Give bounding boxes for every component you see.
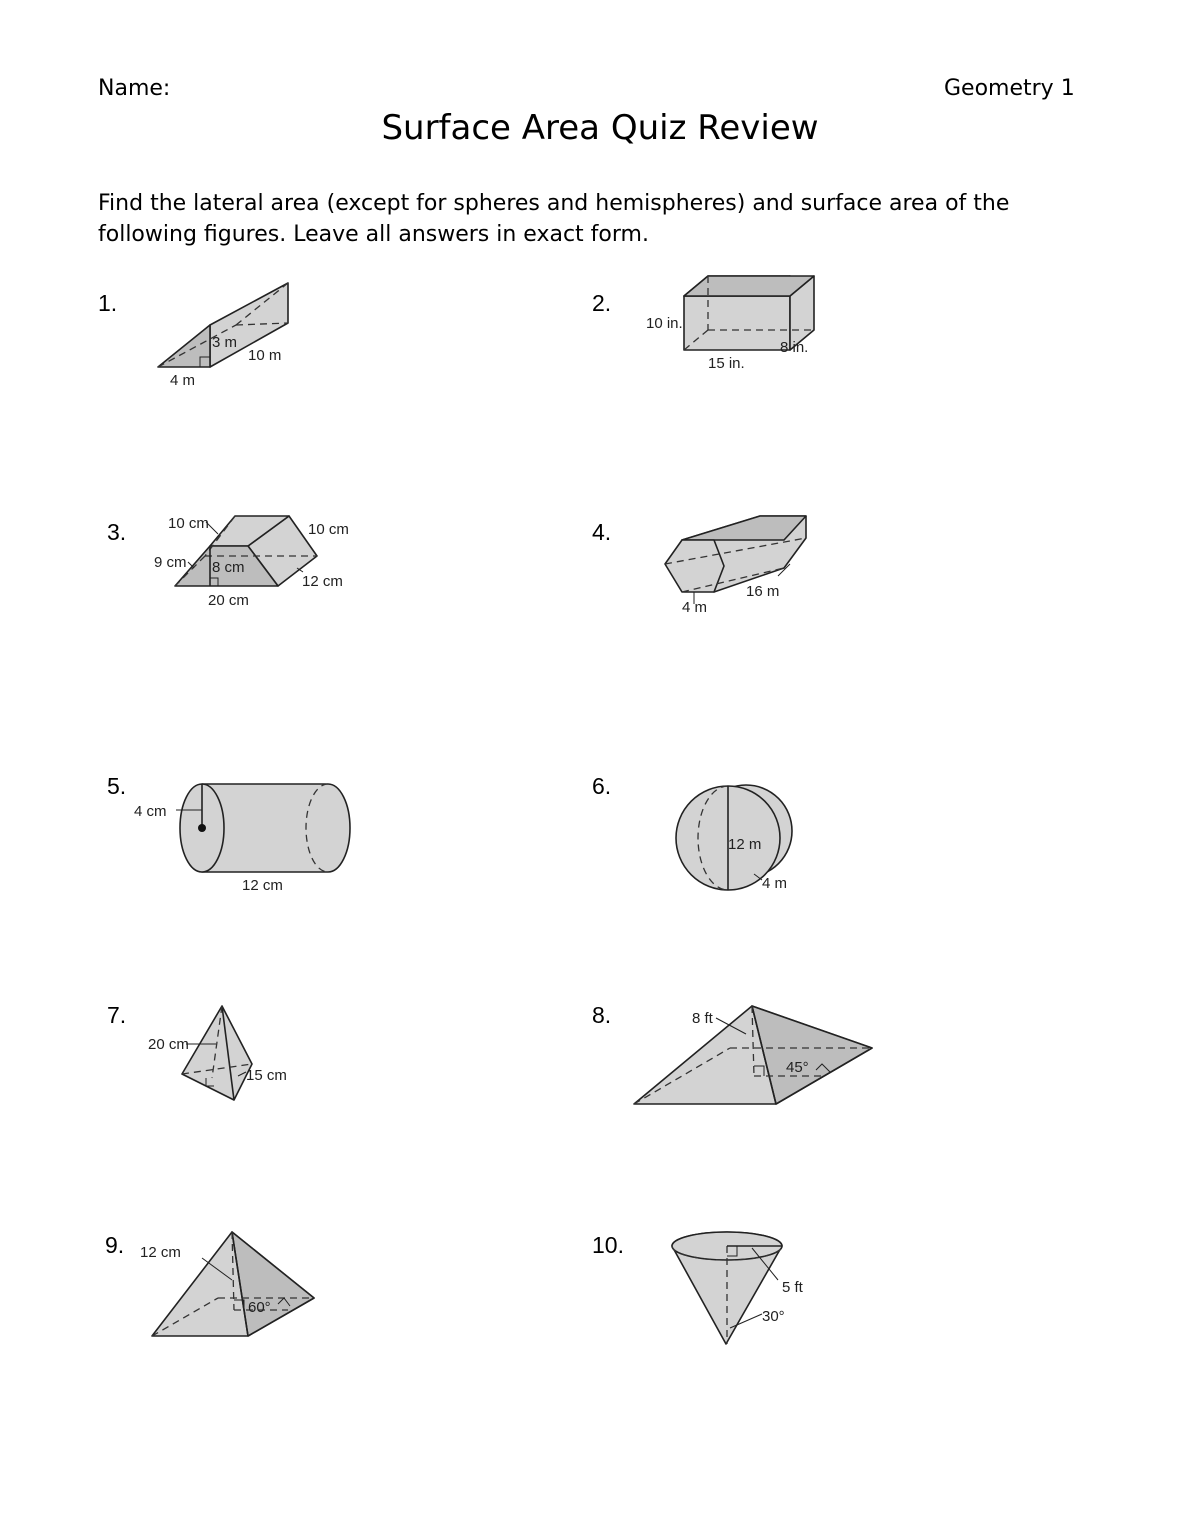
p9-label-height: 12 cm — [140, 1244, 181, 1261]
p3-label-top: 10 cm — [168, 515, 209, 532]
p8-label-angle: 45° — [786, 1059, 809, 1076]
p5-label-radius: 4 cm — [134, 803, 167, 820]
problem-3-number: 3. — [107, 519, 127, 545]
problem-10-number: 10. — [592, 1232, 624, 1258]
p4-label-length: 16 m — [746, 583, 780, 600]
square-pyramid-figure-9 — [140, 1228, 330, 1343]
sphere-figure — [670, 778, 810, 898]
p2-label-length: 15 in. — [708, 355, 745, 372]
instructions: Find the lateral area (except for spheres and hemispheres) and surface area of the following figures. Leave all answers in exact form. — [98, 191, 1010, 247]
problem-9-number: 9. — [105, 1232, 125, 1258]
p5-label-height: 12 cm — [242, 877, 283, 894]
triangular-prism-figure — [150, 275, 320, 395]
p6-label-diameter: 12 m — [728, 836, 762, 853]
p4-label-side: 4 m — [682, 599, 708, 616]
problem-8-number: 8. — [592, 1002, 612, 1028]
problem-4-number: 4. — [592, 519, 612, 545]
p7-label-slant: 15 cm — [246, 1067, 287, 1084]
name-label: Name: — [98, 76, 171, 101]
p2-label-width: 8 in. — [780, 339, 809, 356]
trapezoidal-prism-figure — [150, 510, 370, 615]
problem-6-number: 6. — [592, 773, 612, 799]
p2-label-height: 10 in. — [646, 315, 683, 332]
p3-label-height: 8 cm — [212, 559, 245, 576]
p7-label-height: 20 cm — [148, 1036, 189, 1053]
p3-label-slant: 12 cm — [302, 573, 343, 590]
problem-1-number: 1. — [98, 290, 118, 316]
p1-label-base: 4 m — [170, 372, 196, 389]
p9-label-angle: 60° — [248, 1299, 271, 1316]
problem-5-number: 5. — [107, 773, 127, 799]
p8-label-height: 8 ft — [692, 1010, 713, 1027]
triangular-pyramid-figure — [140, 1000, 300, 1110]
cylinder-figure — [130, 776, 360, 896]
p1-label-length: 10 m — [248, 347, 282, 364]
rectangular-prism-figure — [640, 268, 820, 378]
page-title: Surface Area Quiz Review — [381, 108, 819, 148]
hexagonal-prism-figure — [640, 508, 820, 618]
p10-label-angle: 30° — [762, 1308, 785, 1325]
square-pyramid-figure-8 — [630, 1000, 880, 1110]
problem-2-number: 2. — [592, 290, 612, 316]
problem-7-number: 7. — [107, 1002, 127, 1028]
p6-label-other: 4 m — [762, 875, 788, 892]
p10-label-slant: 5 ft — [782, 1279, 803, 1296]
p1-label-height: 3 m — [212, 334, 238, 351]
p3-label-base: 20 cm — [208, 592, 249, 609]
cone-figure — [660, 1228, 810, 1348]
p3-label-side: 9 cm — [154, 554, 187, 571]
course-label: Geometry 1 — [944, 76, 1075, 101]
p3-label-depth: 10 cm — [308, 521, 349, 538]
